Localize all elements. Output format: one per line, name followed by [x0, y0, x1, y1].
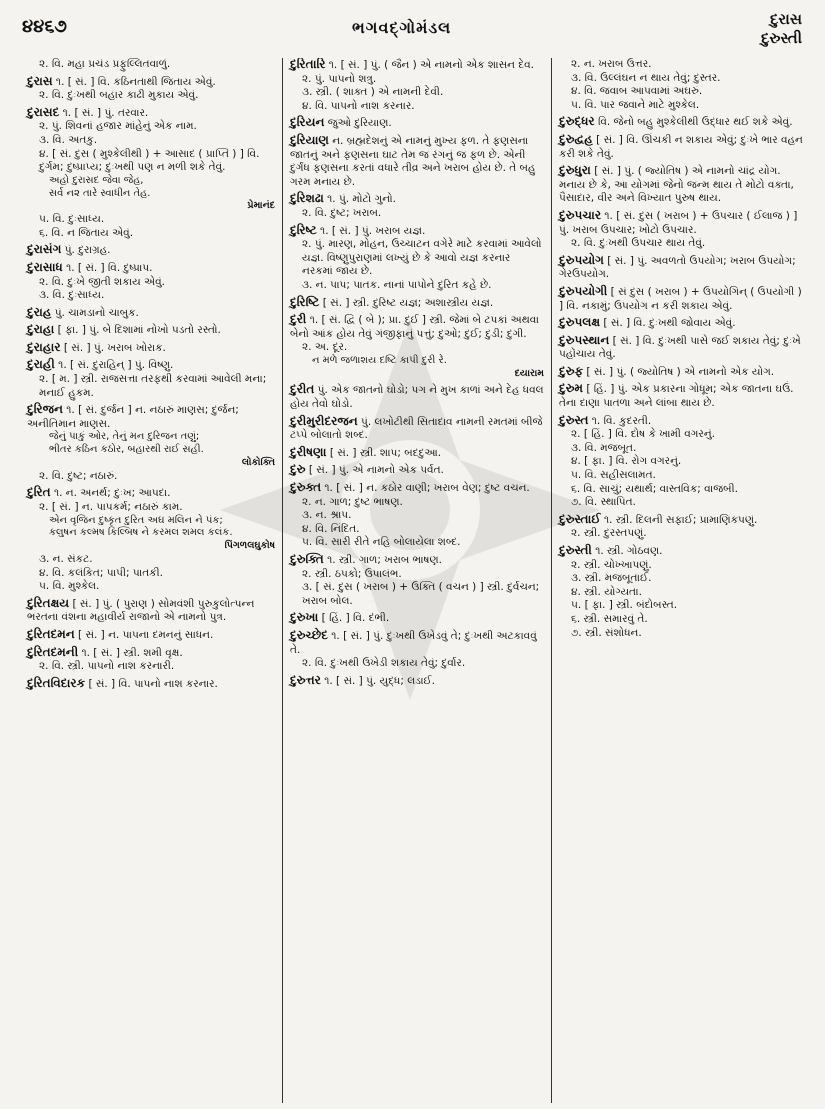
- entry-definition: [ સં. ] વિ. પાપનો નાશ કરનાર.: [88, 677, 218, 690]
- entry-sense: ૫. વિ. સહીસલામત.: [571, 469, 656, 482]
- entry-headword: દુરિજન: [27, 402, 63, 417]
- entry-definition: ૧. પું. મોટો ગુનો.: [327, 193, 396, 206]
- entry-sense: ૨. વિ. દુઃખે જીતી શકાય એવું.: [39, 275, 166, 288]
- entry-definition: [ હિં. ] વિ. દંભી.: [321, 612, 390, 625]
- entry-sense: ૭. વિ. સ્થાપિત.: [571, 496, 636, 509]
- quotation-line: કલુષન કલ્મષ કિલ્બિષ ને કરમલ શમલ કલંક.: [49, 527, 233, 539]
- entry-headword: દુરિયાણ: [290, 132, 329, 147]
- dictionary-entry: [290, 296, 544, 311]
- entry-definition: ૧. [ સં. ] પું. યુદ્ધ; લડાઈ.: [324, 674, 435, 687]
- dictionary-entry: [559, 58, 803, 112]
- entry-headword: દુરુ: [290, 462, 306, 477]
- entry-definition: [ સં. ] વિ. ઊંચકી ન શકાય એવું; દુઃખે ભાર વહન કરી શકે તેવું.: [559, 133, 803, 160]
- quotation-source: પ્રેમાનંદ: [247, 200, 275, 212]
- entry-sense: ૩. વિ. મજબૂત.: [571, 441, 637, 454]
- entry-headword: દુરુદ્ધર: [559, 114, 595, 129]
- entry-headword: દુરુસ્તાઈ: [559, 511, 601, 526]
- dictionary-entry: [27, 75, 275, 103]
- dictionary-entry: [290, 629, 544, 671]
- entry-sense: ૨. પું. પાપનો શત્રુ.: [302, 72, 377, 85]
- entry-headword: દુરુસ્તી: [559, 543, 592, 557]
- entry-definition: [ સં. ] સ્ત્રી. શાપ; બદદુઆ.: [329, 446, 442, 459]
- entry-headword: દુરુક્ત: [290, 480, 322, 495]
- dictionary-entry: [27, 323, 275, 338]
- entry-definition: [ ફા. ] પું. બે દિશામાં નોખો પડતો રસ્તો.: [57, 324, 221, 337]
- entry-sense: ૨. વિ. દુષ્ટ; ખરાબ.: [302, 206, 382, 219]
- dictionary-entry: [559, 544, 803, 640]
- entry-sense: ૪. સ્ત્રી. યોગ્યતા.: [571, 585, 642, 598]
- dictionary-entry: [559, 513, 803, 541]
- entry-definition: ૧. [ સં. દુસ ( ખરાબ ) + ઉપચાર ( ઈલાજ ) ] પું. ખરાબ ઉપચાર; ખોટો ઉપચાર.: [559, 209, 798, 236]
- entry-definition: ૧. [ સં. ] સ્ત્રી. શમી વૃક્ષ.: [81, 646, 183, 659]
- dictionary-entry: [290, 383, 544, 411]
- dictionary-entry: [290, 58, 544, 113]
- dictionary-entry: [27, 597, 275, 625]
- entry-headword: દુરિતક્ષય: [27, 595, 70, 610]
- dictionary-entry: [27, 628, 275, 643]
- entry-headword: દુરુપચાર: [559, 207, 602, 222]
- entry-sense: ૨. [ સં. ] ન. પાપકર્મ; નઠારું કામ.: [39, 501, 183, 514]
- page-header: [22, 8, 802, 52]
- guide-word-last: દુરુસ્તી: [760, 29, 802, 47]
- entry-definition: ૧. [ સં. ] પું. ખરાબ યજ્ઞ.: [320, 224, 426, 237]
- dictionary-entry: [290, 611, 544, 626]
- entry-definition: પું. દુરાગ્રહ.: [64, 244, 111, 257]
- quotation-line: અહો દુરાસદ જેવા જેહ,: [49, 174, 144, 186]
- entry-headword: દુરુપયોગી: [559, 283, 608, 298]
- entry-definition: ૧. સ્ત્રી. ગોઠવણ.: [595, 545, 663, 557]
- entry-sense: ૫. વિ. પાર જવાને માટે મુશ્કેલ.: [571, 98, 700, 111]
- column-1: [20, 58, 282, 1103]
- entry-headword: દુરાહ: [27, 304, 52, 319]
- entry-headword: દુરાહી: [27, 357, 55, 372]
- entry-sense: ૨. વિ. દુઃખથી ઉપચાર થાય તેવું.: [571, 237, 706, 250]
- entry-headword: દુરુમ: [559, 381, 583, 396]
- entry-definition: ૧. [ સં. ] ન. કઠોર વાણી; ખરાબ વેણ; દુષ્ટ વચન.: [324, 482, 530, 495]
- entry-sense: ૨. સ્ત્રી. ચોખ્ખાપણું.: [571, 558, 652, 571]
- quotation-line: એન વૃજિન દુષ્કૃત દુરિત અઘ મલિન ને પંક;: [49, 514, 223, 526]
- entry-headword: દુરિષ્ટ: [290, 222, 317, 237]
- entry-sense: ૩. વિ. અતકુ.: [39, 133, 98, 146]
- entry-sense: ૪. વિ. કલંકિત; પાપી; પાતકી.: [39, 566, 163, 579]
- entry-headword: દુરુદ્વહ: [559, 131, 593, 146]
- dictionary-entry: [559, 382, 803, 410]
- entry-sense: ૨. પું. શિવનાં હજાર માંહેનું એક નામ.: [39, 120, 197, 133]
- entry-sense: ૪. વિ. જવાબ આપવામાં અઘરું.: [571, 85, 703, 98]
- dictionary-entry: [559, 414, 803, 510]
- quotation-source: પિંગળલઘુકોષ: [224, 540, 275, 552]
- entry-headword: દુરુખા: [290, 610, 319, 625]
- entry-sense: ૨. વિ. દુષ્ટ; નઠારું.: [39, 469, 118, 482]
- entry-sense: ૨. સ્ત્રી. દુરસ્તપણું.: [571, 527, 647, 540]
- guide-word-first: દુરાસ: [770, 10, 802, 28]
- entry-sense: ૨. [ મ. ] સ્ત્રી. રાજસત્તા તરફથી કરવામાં આવેલી મના; મનાઈ હુકમ.: [39, 373, 267, 399]
- quotation-line: જેનું પાકું ઓર, તેનું મન દુરિજન તણું;: [49, 431, 200, 443]
- entry-definition: પું. ચામડાનો ચાબુક.: [54, 306, 139, 319]
- entry-definition: ન. બ્રહ્મદેશનું એ નામનું મુખ્ય ફળ. તે ફણસના જાતનું અને ફણસના ઘાટ તેમ જ રંગનું જ ફળ છે. એની દુર્ગંધ ફણસના કરતાં વધારે તીવ્ર અને ખરાબ હોય છે. તે બહુ ગરમ મનાય છે.: [290, 134, 536, 188]
- dictionary-entry: [27, 358, 275, 400]
- dictionary-entry: [27, 58, 275, 72]
- entry-sense: ૩. સ્ત્રી. મજબૂતાઈ.: [571, 572, 652, 585]
- entry-definition: ૧. [ સં. ] પું. ( જૈન ) એ નામનો એક શાસન દેવ.: [328, 59, 535, 71]
- entry-sense: ૨. વિ. મહા પ્રચંડ પ્રફુલ્લિતવાળું.: [39, 58, 171, 70]
- dictionary-entry: [559, 133, 803, 161]
- dictionary-entry: [559, 254, 803, 282]
- dictionary-entry: [290, 116, 544, 131]
- entry-sense: ૪. [ સં. દુસ ( મુશ્કેલીથી ) + આસાદ ( પ્રાપ્તિ ) ] વિ. દુર્ગમ; દુષ્પ્રાપ્ય; દુઃખથી પણ ન મળી શકે તેવું.: [39, 147, 260, 174]
- entry-definition: [ હિં. ] પું. એક પ્રકારના ગોધૂમ; એક જાતના ઘઉં. તેના દાણા પાતળા અને લાંબા થાય છે.: [559, 383, 794, 410]
- dictionary-entry: [27, 646, 275, 674]
- dictionary-entry: [27, 306, 275, 321]
- entry-sense: ૨. અ. દૂર.: [302, 341, 348, 354]
- entry-headword: દુરી: [290, 312, 307, 327]
- entry-definition: [ સં. ] પું. એ નામનો એક પર્વત.: [308, 464, 444, 477]
- entry-sense: ૫. વિ. દુઃસાધ્ય.: [39, 213, 105, 226]
- book-title: ભગવદ્‌ગોમંડલ: [352, 18, 452, 37]
- entry-definition: ૧. ન. અનર્થ; દુઃખ; આપદા.: [53, 487, 171, 500]
- guide-words: [761, 10, 802, 48]
- dictionary-entry: [290, 134, 544, 189]
- quotation-line: સર્વ ન૨ તારે સ્વાધીન તેહ.: [49, 187, 151, 199]
- entry-headword: દુરુફ: [559, 363, 584, 378]
- entry-headword: દુરિતદમન: [27, 626, 75, 641]
- entry-definition: [ સં. ] પું. ( જ્યોતિષ ) એ નામનો ચાંદ્ર યોગ. મનાય છે કે, આ યોગમાં જેનો જન્મ થાય તે મોટો વક્તા, પૈસાદાર, વીર અને વિખ્યાત પુરુષ થાય.: [559, 165, 794, 205]
- entry-headword: દુરાસદ: [27, 104, 60, 119]
- entry-sense: ૨. વિ. સ્ત્રી. પાપનો નાશ કરનારી.: [39, 660, 175, 673]
- entry-headword: દુરુચ્છેદ: [290, 627, 328, 642]
- dictionary-entry: [290, 463, 544, 478]
- entry-sense: ૫. વિ. સારી રીતે નહિ બોલાયેલા શબ્દ.: [302, 536, 461, 549]
- entry-definition: ૧. [ સં. દ્વિ ( બે ); પ્રા. દુઈ ] સ્ત્રી. જેમાં બે ટપકાં અથવા બેનો આંક હોય તેવું ગંજીફાનું પત્તું; દુઓ; દુઈ; દુડી; દુગી.: [290, 314, 539, 340]
- entry-headword: દુરિત: [27, 485, 51, 500]
- dictionary-entry: [559, 334, 803, 362]
- entry-headword: દુરુપસ્થાન: [559, 332, 610, 347]
- dictionary-entry: [290, 224, 544, 293]
- dictionary-columns: [20, 58, 810, 1103]
- dictionary-entry: [290, 674, 544, 689]
- entry-sense: ૪. વિ. પાપનો નાશ કરનાર.: [302, 99, 415, 112]
- entry-headword: દુરીત: [290, 382, 315, 397]
- column-3: [552, 58, 810, 1103]
- entry-headword: દુરાહા: [27, 322, 55, 337]
- entry-headword: દુરુપલક્ષ: [559, 315, 601, 330]
- dictionary-entry: [559, 316, 803, 331]
- dictionary-entry: [290, 192, 544, 220]
- dictionary-entry: [290, 313, 544, 380]
- entry-sense: ૭. સ્ત્રી. સંશોધન.: [571, 626, 642, 639]
- entry-sense: ૬. વિ. સાચું; યથાર્થ; વાસ્તવિક; વાજબી.: [571, 482, 738, 495]
- entry-definition: [ સં. ] પું. ( પુરાણ ) સોમવંશી પુરુકુલોત્પન્ન ભરતના વંશના મહાવીર્ય રાજાનો એ નામનો પુત્ર.: [27, 597, 255, 624]
- entry-headword: દુરિતવિદારક: [27, 675, 86, 690]
- dictionary-entry: [290, 446, 544, 461]
- entry-definition: જુઓ દુરિયાણ.: [327, 117, 392, 130]
- entry-headword: દુરુસ્ત: [559, 412, 589, 427]
- entry-definition: ૧. [ સં. ] પું. દુઃખથી ઉખેડવું તે; દુઃખથી અટકાવવું તે.: [290, 629, 537, 656]
- entry-definition: ૧. [ સં. દુર્જન ] ન. નઠારું માણસ; દુર્જન; અનીતિમાન માણસ.: [27, 404, 239, 430]
- dictionary-entry: [559, 365, 803, 380]
- entry-definition: [ સં દુસ ( ખરાબ ) + ઉપયોગિન્ ( ઉપયોગી ) ] વિ. નકામું; ઉપયોગ ન કરી શકાય એવું.: [559, 285, 802, 312]
- entry-sense: ૪. વિ. નિંદિત.: [302, 522, 360, 535]
- entry-sense: ૩. વિ. ઉલ્લંઘન ન થાય તેવું; દુસ્તર.: [571, 71, 721, 84]
- quotation-source: દયારામ: [514, 367, 544, 379]
- dictionary-entry: [27, 677, 275, 692]
- quotation-line: ન મળે જળાશય દષ્ટિ કાપી દુરી રે.: [312, 354, 447, 366]
- entry-headword: દુરાહાર: [27, 339, 61, 354]
- entry-headword: દુરુક્તિ: [290, 552, 324, 566]
- dictionary-entry: [27, 341, 275, 356]
- dictionary-entry: [27, 403, 275, 483]
- page-number: ૪૪૬૭: [22, 16, 67, 37]
- dictionary-entry: [27, 261, 275, 303]
- quotation-source: લોકોક્તિ: [241, 457, 275, 469]
- entry-definition: ૧. સ્ત્રી. ગાળ; ખરાબ ભાષણ.: [327, 554, 442, 566]
- entry-sense: ૩. વિ. દુઃસાધ્ય.: [39, 289, 105, 302]
- entry-headword: દુરુપયોગ: [559, 252, 604, 267]
- dictionary-entry: [27, 486, 275, 593]
- entry-definition: [ સં. ] પું. ખરાબ ખોરાક.: [63, 341, 166, 354]
- entry-sense: ૬. વિ. ન જિતાય એવું.: [39, 226, 134, 239]
- entry-sense: ૨. ન. ખરાબ ઉત્તર.: [571, 58, 652, 70]
- entry-headword: દુરુત્તર: [290, 672, 321, 687]
- entry-definition: [ સં. ] વિ. દુઃખથી જોવાય એવું.: [603, 317, 736, 330]
- entry-quotation: [27, 515, 275, 553]
- entry-sense: ૨. પું. મારણ, મોહન, ઉચ્ચાટન વગેરે માટે કરવામાં આવેલો યજ્ઞ. વિષ્ણુપુરાણમાં લખ્યું છે કે આવો યજ્ઞ કરનાર નરકમાં જાય છે.: [302, 238, 542, 278]
- dictionary-entry: [559, 285, 803, 313]
- dictionary-entry: [290, 415, 544, 443]
- entry-headword: દુરિયન: [290, 115, 325, 130]
- dictionary-entry: [559, 209, 803, 251]
- entry-definition: [ સં. ] પું. અવળતો ઉપયોગ; ખરાબ ઉપયોગ; ગેરઉપયોગ.: [559, 254, 796, 281]
- dictionary-entry: [290, 481, 544, 550]
- entry-definition: [ સં. ] સ્ત્રી. દુરિષ્ટ યજ્ઞ; અશાસ્ત્રીય યજ્ઞ.: [322, 296, 494, 309]
- column-2: [282, 58, 552, 1103]
- entry-sense: ૫. [ ફા. ] સ્ત્રી. બંદોબસ્ત.: [571, 599, 678, 612]
- entry-sense: ૫. વિ. મુશ્કેલ.: [39, 580, 100, 593]
- entry-sense: ૪. [ ફા. ] વિ. રોગ વગરનું.: [571, 455, 682, 468]
- entry-headword: દુરાસાધ: [27, 259, 63, 274]
- entry-sense: ૩. [ સં. દુસ ( ખરાબ ) + ઉક્તિ ( વચન ) ] સ્ત્રી. દુર્વચન; ખરાબ બોલ.: [302, 581, 540, 607]
- entry-definition: ૧. [ સં. ] પું. તરવાર.: [62, 106, 149, 119]
- entry-quotation: [290, 355, 544, 381]
- dictionary-entry: [559, 115, 803, 130]
- entry-sense: ૨. વિ. દુઃખથી બહાર કાઢી મુકાય એવું.: [39, 89, 199, 102]
- entry-sense: ૩. સ્ત્રી. ( શાક્ત ) એ નામની દેવી.: [302, 86, 444, 99]
- entry-sense: ૨. સ્ત્રી. ઠપકો; ઉપાલંભ.: [302, 567, 402, 580]
- entry-sense: ૩. ન. સંકટ.: [39, 553, 93, 566]
- entry-definition: [ સં. ] વિ. દુઃખથી પાસે જઈ શકાય તેવું; દુઃખે પહોંચાય તેવું.: [559, 334, 801, 361]
- entry-headword: દુરિષ્ટિ: [290, 294, 320, 309]
- dictionary-entry: [559, 164, 803, 206]
- entry-definition: ૧. [ સં. ] વિ. દુષ્પ્રાપ.: [66, 261, 153, 274]
- entry-quotation: [27, 431, 275, 469]
- entry-definition: ૧. [ સં. દુરાહિન્ ] પું. વિષ્ણુ.: [58, 359, 174, 372]
- entry-headword: દુરિશઢા: [290, 191, 324, 206]
- dictionary-entry: [27, 106, 275, 241]
- entry-sense: ૩. ન. શ્રાપ.: [302, 509, 352, 522]
- entry-headword: દુરાસંગ: [27, 242, 62, 257]
- entry-definition: [ સં. ] પું. ( જ્યોતિષ ) એ નામનો એક યોગ.: [586, 365, 775, 378]
- entry-sense: ૨. વિ. દુઃખથી ઉખેડી શકાય તેવું; દુર્વાર.: [302, 657, 466, 670]
- entry-headword: દુરીમુરીદરજન: [290, 413, 358, 428]
- entry-definition: પું. લખોટીથી સિતાદાવ નામની રમતમાં બીજે ટપ્પે બોલાતો શબ્દ.: [290, 415, 543, 442]
- entry-headword: દુરુધુરા: [559, 163, 591, 178]
- dictionary-entry: [290, 553, 544, 608]
- entry-definition: ૧. [ સં. ] વિ. કઠિનતાથી જિતાય એવું.: [55, 75, 216, 88]
- entry-definition: પું. એક જાતનો ઘોડો; પગ ને મુખ કાળાં અને દેહ ધવલ હોય તેવો ઘોડો.: [290, 384, 544, 411]
- quotation-line: ભીતર કઠિન કઠોર, બહારથી રાઈ સહી.: [49, 444, 204, 456]
- entry-sense: ૨. [ હિં. ] વિ. દોષ કે ખામી વગરનું.: [571, 428, 716, 441]
- entry-sense: ૬. સ્ત્રી. સમારવું તે.: [571, 612, 648, 625]
- entry-headword: દુરીષણા: [290, 444, 327, 459]
- entry-definition: ૧. સ્ત્રી. દિલની સફાઈ; પ્રામાણિકપણું.: [603, 513, 758, 526]
- entry-sense: ૨. ન. ગાળ; દુષ્ટ ભાષણ.: [302, 495, 403, 508]
- entry-definition: [ સં. ] ન. પાપના દમનનું સાધન.: [78, 628, 214, 641]
- entry-sense: ૩. ન. પાપ; પાતક. નાનાં પાપોને દુરિત કહે છે.: [302, 278, 492, 291]
- entry-quotation: [27, 175, 275, 213]
- entry-definition: ૧. વિ. કુદરતી.: [591, 414, 652, 427]
- dictionary-entry: [27, 243, 275, 258]
- entry-headword: દુરાસ: [27, 73, 53, 88]
- entry-headword: દુરિતારિ: [290, 58, 326, 71]
- entry-definition: વિ. જેનો બહુ મુશ્કેલીથી ઉદ્ધાર થઈ શકે એવું.: [597, 116, 793, 129]
- entry-headword: દુરિતદમની: [27, 644, 79, 659]
